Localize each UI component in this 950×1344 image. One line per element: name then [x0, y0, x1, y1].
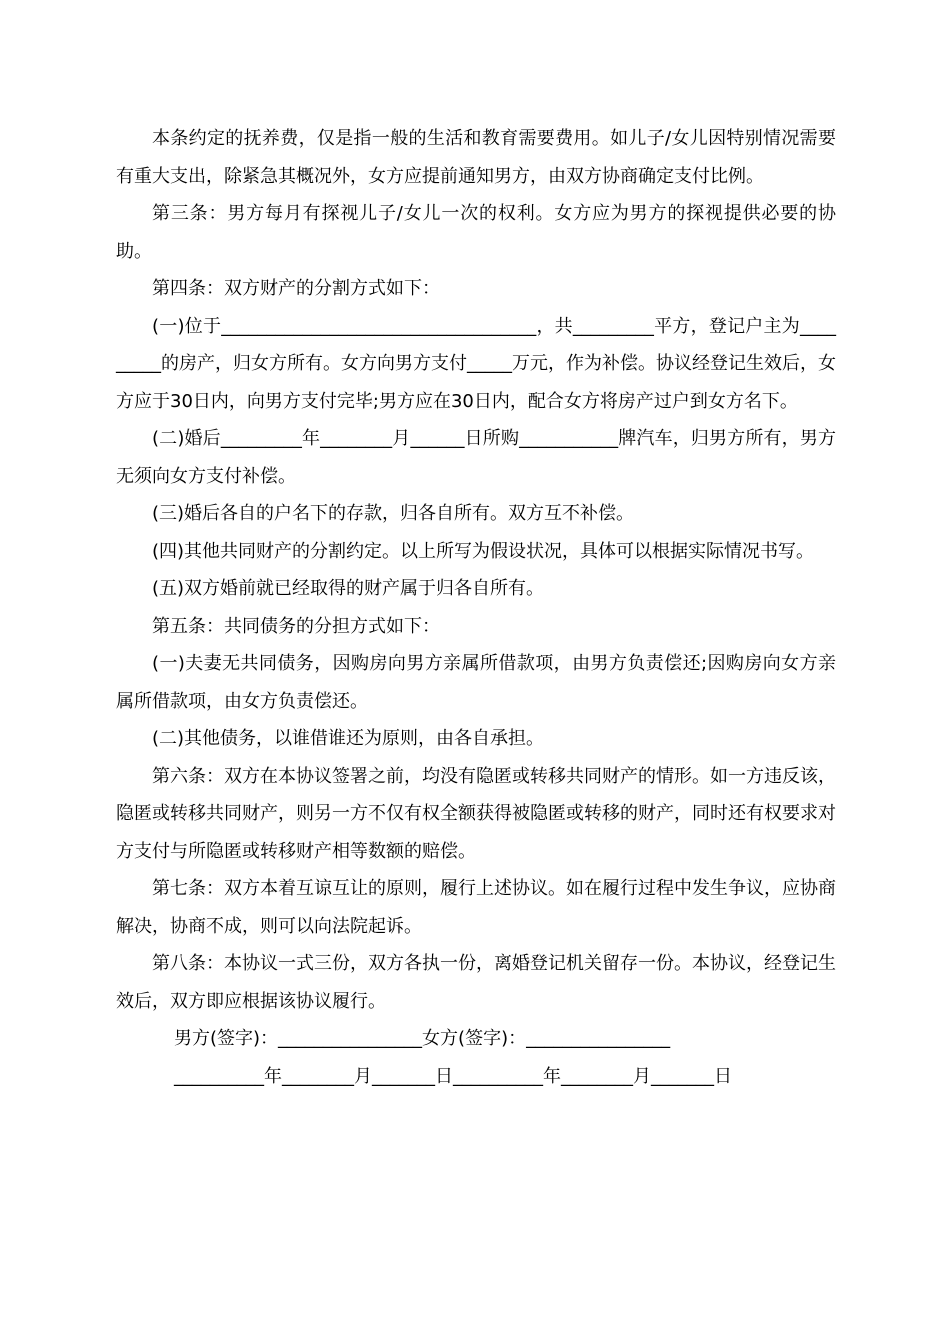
paragraph-article-5-item-2: (二)其他债务，以谁借谁还为原则，由各自承担。: [152, 728, 545, 749]
paragraph-support-fee: 本条约定的抚养费，仅是指一般的生活和教育需要费用。如儿子/女儿因特别情况需要有重大支出，除紧急其概况外，女方应提前通知男方，由双方协商确定支付比例。: [116, 128, 836, 187]
paragraph-article-4-item-2: (二)婚后_________年________月______日所购___________牌汽车，归男方所有，男方无须向女方支付补偿。: [116, 428, 836, 487]
paragraph-article-4-item-3: (三)婚后各自的户名下的存款，归各自所有。双方互不补偿。: [152, 503, 635, 524]
date-line: __________年________月_______日__________年________月_______日: [174, 1065, 732, 1087]
paragraph-article-6: 第六条：双方在本协议签署之前，均没有隐匿或转移共同财产的情形。如一方违反该，隐匿或转移共同财产，则另一方不仅有权全额获得被隐匿或转移的财产，同时还有权要求对方支付与所隐匿或转移财产相等数额的赔偿。: [116, 765, 836, 862]
paragraph-article-4-item-1: (一)位于___________________________________，共_________平方，登记户主为_________的房产，归女方所有。女方向男方支付_____万元，作为补偿。协议经登记生效后，女方应于30日内，向男方支付完毕;男方应在30日内，配合女方将房产过户到女方名下。: [116, 315, 836, 412]
document-body: [116, 120, 836, 1095]
paragraph-article-7: 第七条：双方本着互谅互让的原则，履行上述协议。如在履行过程中发生争议，应协商解决，协商不成，则可以向法院起诉。: [116, 878, 836, 937]
paragraph-article-8: 第八条：本协议一式三份，双方各执一份，离婚登记机关留存一份。本协议，经登记生效后，双方即应根据该协议履行。: [116, 953, 836, 1012]
paragraph-article-4-item-5: (五)双方婚前就已经取得的财产属于归各自所有。: [152, 578, 545, 599]
paragraph-article-4: 第四条：双方财产的分割方式如下：: [152, 278, 440, 299]
signature-line: 男方(签字)：________________女方(签字)：________________: [174, 1028, 671, 1049]
paragraph-article-5: 第五条：共同债务的分担方式如下：: [152, 615, 440, 637]
paragraph-article-5-item-1: (一)夫妻无共同债务，因购房向男方亲属所借款项，由男方负责偿还;因购房向女方亲属所借款项，由女方负责偿还。: [116, 653, 836, 712]
paragraph-article-4-item-4: (四)其他共同财产的分割约定。以上所写为假设状况，具体可以根据实际情况书写。: [152, 540, 815, 562]
paragraph-article-3: 第三条：男方每月有探视儿子/女儿一次的权利。女方应为男方的探视提供必要的协助。: [116, 203, 836, 262]
